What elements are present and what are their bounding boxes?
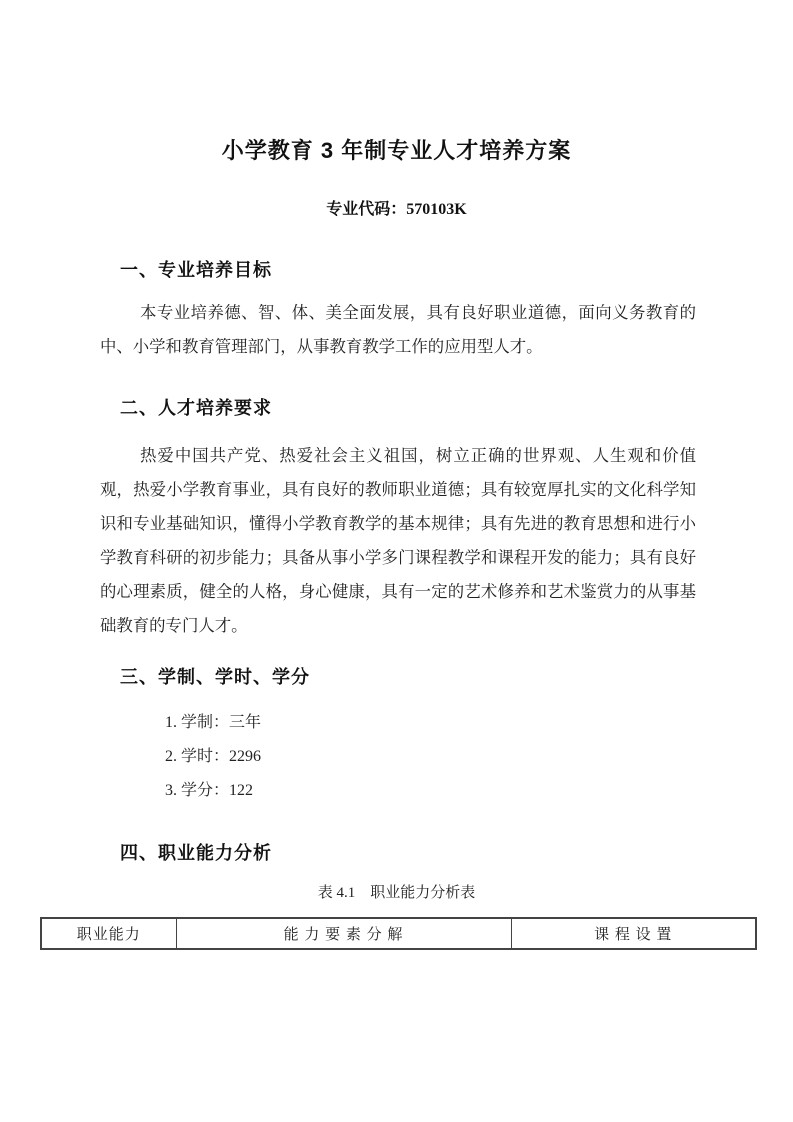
section-1-paragraph: 本专业培养德、智、体、美全面发展，具有良好职业道德，面向义务教育的中、小学和教育管理部门，从事教育教学工作的应用型人才。 (100, 303, 696, 356)
section-3-list (165, 706, 261, 808)
column-header-nengli-yaosu-fenjie: 能 力 要 素 分 解 (176, 918, 511, 949)
section-3-heading: 三、学制、学时、学分 (120, 667, 310, 687)
ability-analysis-table (40, 917, 757, 950)
list-item-xuezhi: 1. 学制：三年 (165, 714, 262, 731)
section-1-heading: 一、专业培养目标 (120, 260, 272, 280)
column-header-zhiye-nengli: 职业能力 (76, 927, 141, 943)
list-item-xuefen: 3. 学分：122 (165, 782, 254, 799)
section-2-heading: 二、人才培养要求 (120, 398, 272, 418)
major-code-line: 专业代码：570103K (326, 201, 467, 218)
section-4-heading: 四、职业能力分析 (120, 843, 272, 863)
column-header-kecheng-shezhi: 课 程 设 置 (511, 918, 756, 949)
table-caption: 表 4.1 职业能力分析表 (317, 885, 476, 901)
section-2-paragraph: 热爱中国共产党、热爱社会主义祖国，树立正确的世界观、人生观和价值观，热爱小学教育事业，具有良好的教师职业道德；具有较宽厚扎实的文化科学知识和专业基础知识，懂得小学教育教学的基本规律；具有先进的教育思想和进行小学教育科研的初步能力；具备从事小学多门课程教学和课程开发的能力；具有良好的心理素质，健全的人格，身心健康，具有一定的艺术修养和艺术鉴赏力的从事基础教育的专门人才。 (100, 446, 696, 635)
document-title: 小学教育 3 年制专业人才培养方案 (221, 138, 572, 163)
list-item-xueshi: 2. 学时：2296 (165, 748, 262, 765)
table-header-row (41, 918, 756, 949)
